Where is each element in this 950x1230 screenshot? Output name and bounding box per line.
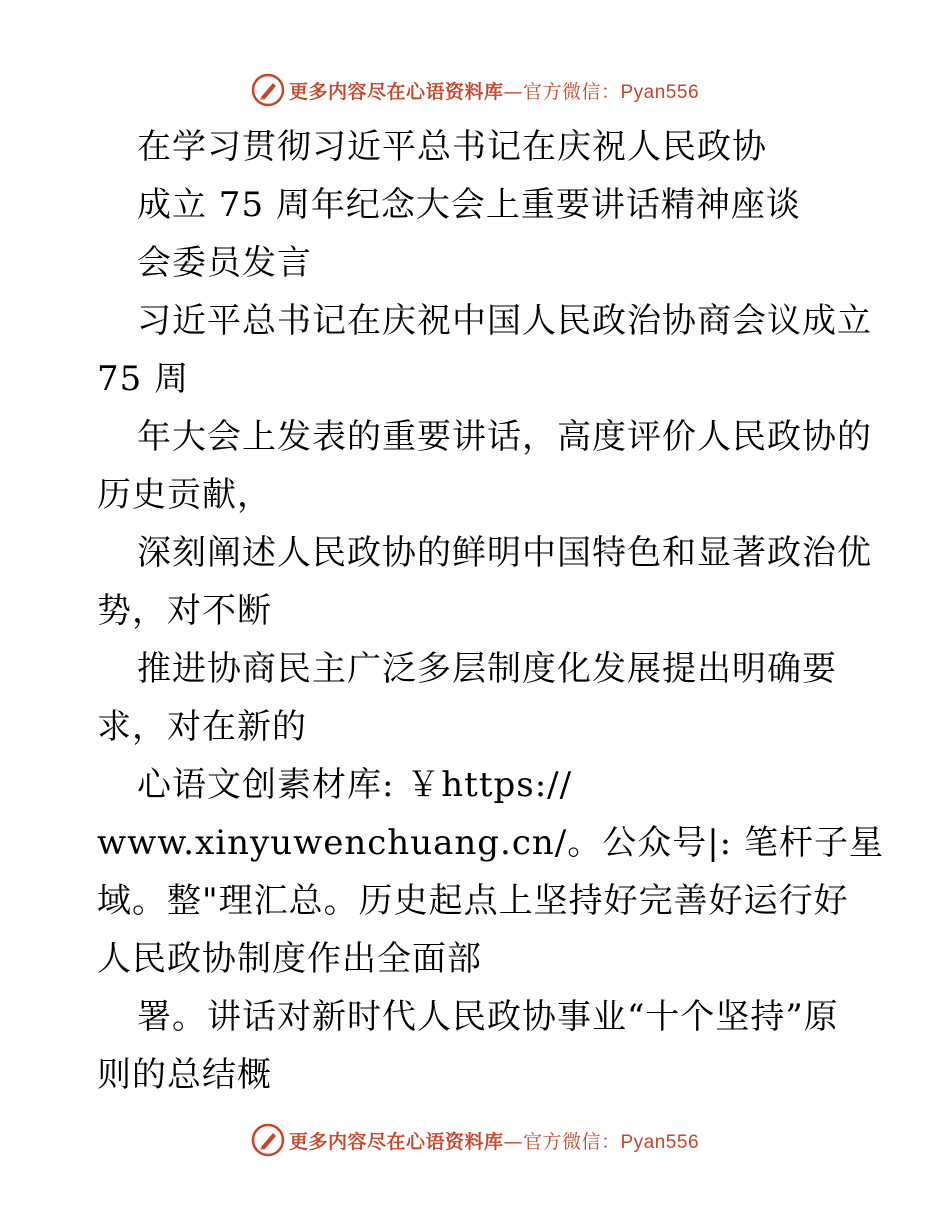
- pen-seal-icon: [251, 73, 285, 107]
- watermark-header: [0, 70, 950, 110]
- text-line: 会委员发言: [137, 243, 312, 283]
- text-line: 历史贡献，: [97, 475, 272, 515]
- text-line: 在学习贯彻习近平总书记在庆祝人民政协: [137, 127, 767, 167]
- watermark-footer: [0, 1120, 950, 1160]
- document-body: [97, 118, 897, 1104]
- watermark-wechat-id: Pyan556: [620, 81, 700, 103]
- watermark-wechat-id: Pyan556: [620, 1131, 700, 1153]
- pen-seal-icon: [251, 1123, 285, 1157]
- watermark-main-text: 更多内容尽在心语资料库: [288, 80, 504, 103]
- text-line: 则的总结概: [97, 1055, 272, 1095]
- watermark-main-text: 更多内容尽在心语资料库: [288, 1130, 504, 1153]
- watermark-side-text: 官方微信：: [522, 80, 621, 103]
- watermark-side-text: 官方微信：: [522, 1130, 621, 1153]
- watermark-dash: —: [503, 80, 523, 103]
- text-line: 推进协商民主广泛多层制度化发展提出明确要: [137, 649, 837, 689]
- text-line: 75 周: [97, 359, 190, 399]
- text-line: 域。整"理汇总。历史起点上坚持好完善好运行好: [97, 881, 849, 921]
- text-line: 势，对不断: [97, 591, 272, 631]
- text-line: 深刻阐述人民政协的鲜明中国特色和显著政治优: [137, 533, 872, 573]
- text-line: 心语文创素材库: ￥https://: [137, 765, 573, 805]
- watermark-dash: —: [503, 1130, 523, 1153]
- text-line: 求，对在新的: [97, 707, 307, 747]
- text-line: 人民政协制度作出全面部: [97, 939, 482, 979]
- text-line: 习近平总书记在庆祝中国人民政治协商会议成立: [137, 301, 872, 341]
- text-line: www.xinyuwenchuang.cn/。公众号|: 笔杆子星: [97, 823, 884, 863]
- text-line: 年大会上发表的重要讲话，高度评价人民政协的: [137, 417, 872, 457]
- text-line: 成立 75 周年纪念大会上重要讲话精神座谈: [137, 185, 801, 225]
- text-line: 署。讲话对新时代人民政协事业“十个坚持”原: [137, 997, 839, 1037]
